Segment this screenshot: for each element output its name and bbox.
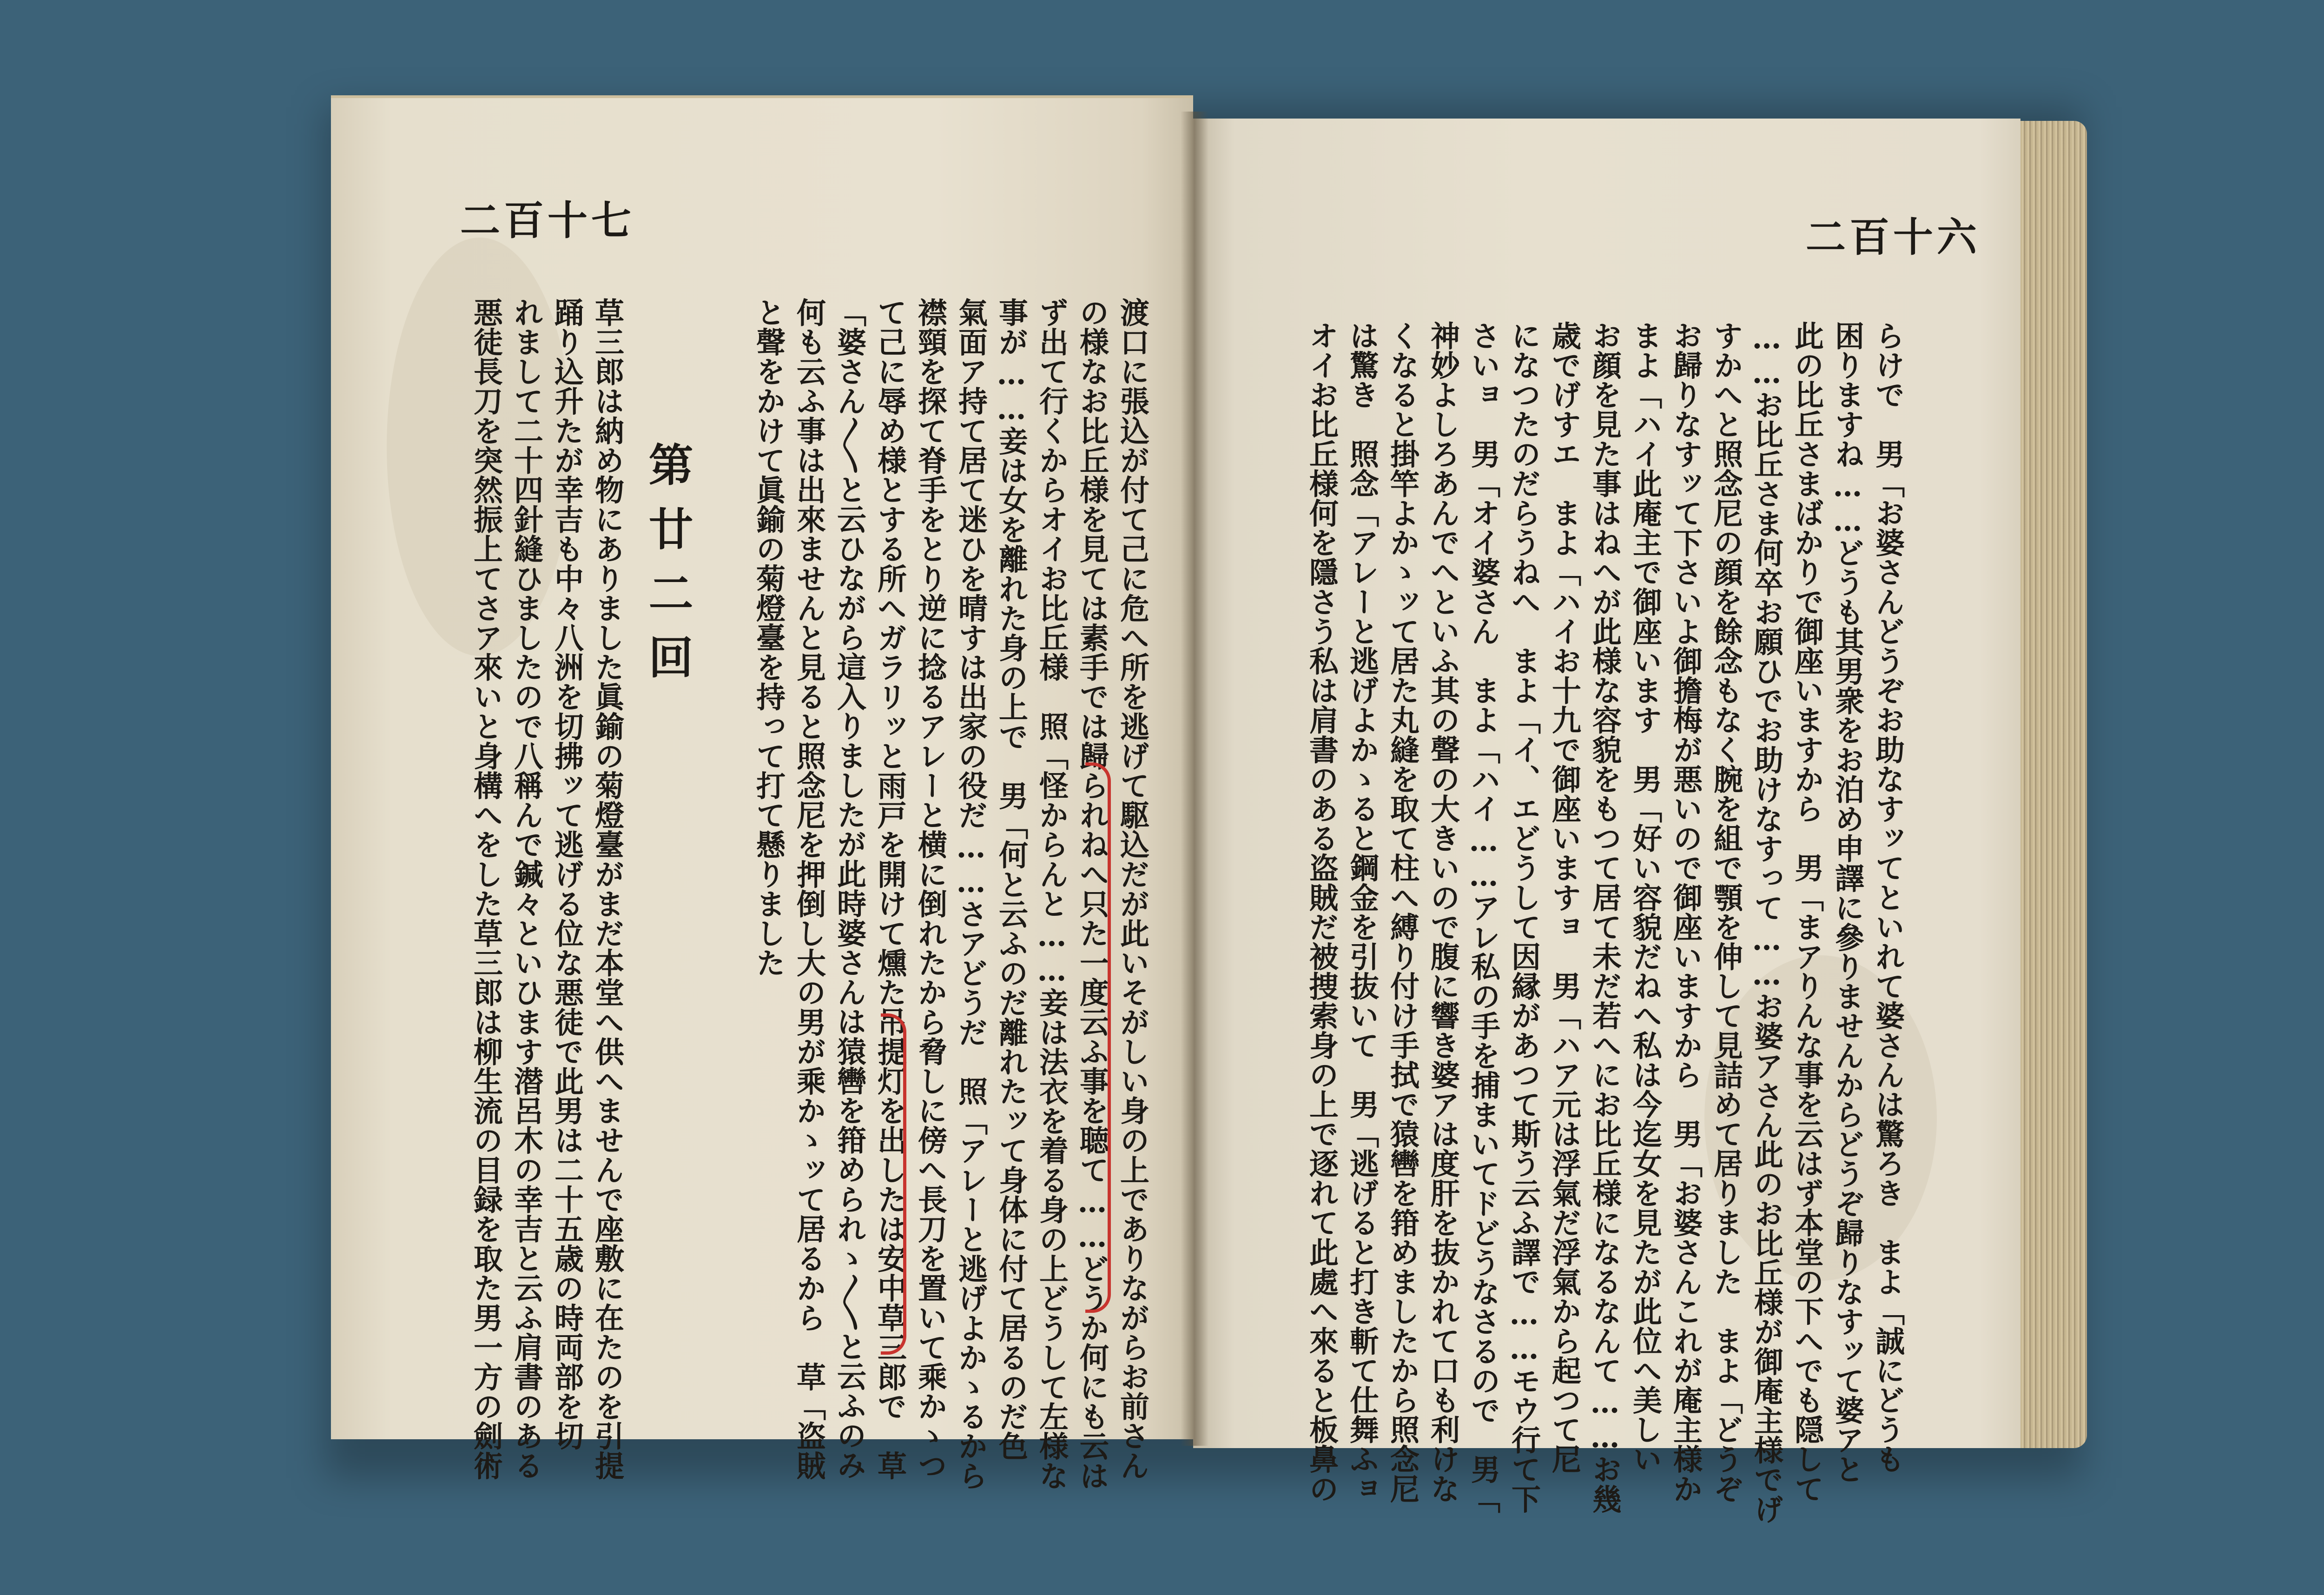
text-column: オイお比丘様何を隱さう私は肩書のある盗賊だ被捜索身の上で逐れて此處へ來ると板鼻の <box>1305 321 1339 1503</box>
chapter-title: 第廿二回 <box>641 442 694 698</box>
right-page-number: 二百十六 <box>1806 214 1981 261</box>
text-column: 草三郎は納め物にありました眞鍮の菊燈臺がまだ本堂へ供へませんで座敷に在たのを引提 <box>590 298 625 1480</box>
left-page-number: 二百十七 <box>460 197 635 244</box>
text-column: になつたのだらうねへ まよ「イ、エどうして因縁があつて斯う云ふ譯で……モウ行て下 <box>1507 321 1541 1514</box>
text-column: ……お比丘さま何卒お願ひでお助けなすって……お婆アさん此のお比丘様が御庵主様でげ <box>1750 321 1784 1524</box>
text-column: れまして二十四針縫ひましたので八稱んで鍼々といひます潜呂木の幸吉と云ふ肩書のある <box>509 298 544 1480</box>
text-column: 悪徒長刀を突然振上てさア來いと身構へをした草三郎は柳生流の目録を取た男一方の劍術 <box>469 298 503 1480</box>
text-column: 踊り込升たが幸吉も中々八洲を切拂ッて逃げる位な悪徒で此男は二十五歳の時両部を切 <box>550 298 584 1451</box>
text-column: 困りますね……どうも其男衆をお泊め申譯に參りませんからどうぞ歸りなすッて婆アと <box>1830 321 1865 1484</box>
text-column: さいョ 男「オイ婆さん まよ「ハイ……アレ私の手を捕まいてドどうなさるので 男「 <box>1466 321 1501 1514</box>
text-column: は驚き 照念「アレーと逃げよかゝると鋼金を引抜いて 男「逃げると打き斬て仕舞ふョ <box>1345 321 1380 1503</box>
text-column: 事が……妾は女を離れた身の上で 男「何と云ふのだ離れたッて身体に付て居るのだ色 <box>994 298 1029 1461</box>
text-column: くなると掛竿よかゝッて居た丸縫を取て柱へ縛り付け手拭で猿轡を箝めましたから照念尼 <box>1386 321 1420 1503</box>
book-gutter <box>1181 112 1208 1446</box>
text-column: 「婆さん〳〵と云ひながら這入りましたが此時婆さんは猿轡を箝められゝ〳〵と云ふのみ <box>832 298 867 1480</box>
text-column: 此の比丘さまばかりで御座いますから 男「まアりんな事を云はず本堂の下へでも隠して <box>1790 321 1824 1503</box>
text-column: まよ「ハイ此庵主で御座います 男「好い容貌だねへ私は今迄女を見たが此位へ美しい <box>1628 321 1663 1474</box>
page-edges <box>2015 121 2087 1448</box>
text-column: 歳でげすエ まよ「ハイお十九で御座いますョ 男「ハア元は浮氣だ浮氣から起つて尼 <box>1547 321 1582 1474</box>
red-annotation-bracket <box>881 1013 906 1355</box>
text-column: 襟頸を探て脊手をとり逆に捻るアレーと横に倒れたから脅しに傍へ長刀を置いて乘かゝつ <box>913 298 948 1480</box>
text-column: の様なお比丘様を見ては素手では歸られねへ只た一度云ふ事を聴て……どうか何にも云は <box>1075 298 1109 1490</box>
text-column: と聲をかけて眞鍮の菊燈臺を持って打て懸りました <box>752 298 786 978</box>
text-column: ず出て行くからオイお比丘様 照「怪からんと……妾は法衣を着る身の上どうして左様な <box>1035 298 1069 1490</box>
text-column: お顔を見た事はねへが此様な容貌をもつて居て未だ若へにお比丘様になるなんて……お幾 <box>1588 321 1622 1514</box>
text-column: すかへと照念尼の顔を餘念もなく腕を組で顎を伸して見詰めて居りました まよ「どうぞ <box>1709 321 1743 1503</box>
text-column: お歸りなすッて下さいよ御擔梅が悪いので御座いますから 男「お婆さんこれが庵主様か <box>1669 321 1703 1503</box>
text-column: 神妙よしろあんでへといふ其の聲の大きいので腹に響き婆アは度肝を抜かれて口も利けな <box>1426 321 1460 1503</box>
text-column: らけで 男「お婆さんどうぞお助なすッてといれて婆さんは驚ろき まよ「誠にどうも <box>1871 321 1905 1474</box>
text-column: 渡口に張込が付て己に危へ所を逃げて駆込だが此いそがしい身の上でありながらお前さん <box>1116 298 1150 1480</box>
red-annotation-bracket <box>1085 762 1111 1313</box>
text-column: 何も云ふ事は出來ませんと見ると照念尼を押倒し大の男が乘かゝッて居るから 草「盗賊 <box>792 298 826 1480</box>
text-column: て己に辱め様とする所へガラリッと雨戸を開けて燻た吊提灯を出したは安中草三郎で 草 <box>873 298 907 1480</box>
text-column: 氣面ア持て居て迷ひを晴すは出家の役だ……さアどうだ 照「アレーと逃げよかゝるから <box>954 298 988 1490</box>
